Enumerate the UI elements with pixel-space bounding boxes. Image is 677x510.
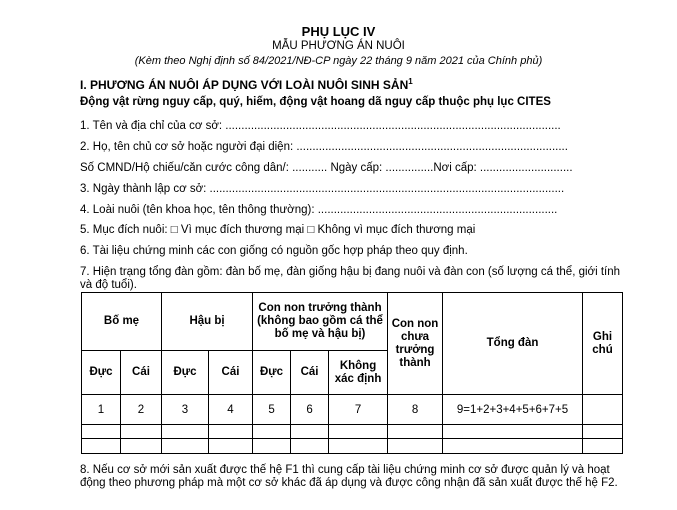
table-cell: [583, 395, 623, 425]
table-cell: [209, 439, 253, 454]
subheader-cai: Cái: [121, 351, 162, 395]
table-cell: [162, 439, 209, 454]
table-cell: 3: [162, 395, 209, 425]
item-id-document: Số CMND/Hộ chiếu/căn cước công dân/: ........... Ngày cấp: ...............Nơi cấp: .............................: [80, 162, 573, 174]
section-subheading: Động vật rừng nguy cấp, quý, hiếm, động vật hoang dã nguy cấp thuộc phụ lục CITES: [80, 96, 551, 108]
decree-note: (Kèm theo Nghị định số 84/2021/NĐ-CP ngày 22 tháng 9 năm 2021 của Chính phủ): [134, 55, 543, 67]
table-cell: [388, 425, 443, 439]
header-bo-me: Bố mẹ: [82, 293, 162, 351]
header-con-non-chua-truong-thanh: Con non chưa trưởng thành: [388, 293, 443, 395]
table-cell: [291, 439, 329, 454]
table-cell: [329, 439, 388, 454]
appendix-title: PHỤ LỤC IV: [301, 24, 376, 39]
table-cell: 7: [329, 395, 388, 425]
table-cell: 1: [82, 395, 121, 425]
table-cell: [209, 425, 253, 439]
herd-table: [81, 292, 623, 454]
table-cell: 2: [121, 395, 162, 425]
table-row: [82, 439, 623, 454]
header-con-non-truong-thanh: Con non trưởng thành (không bao gồm cá thể bố mẹ và hậu bị): [253, 293, 388, 351]
table-cell: [443, 425, 583, 439]
table-cell: [329, 425, 388, 439]
table-cell: [253, 439, 291, 454]
item-herd-status: 7. Hiện trạng tổng đàn gồm: đàn bố mẹ, đàn giống hậu bị đang nuôi và đàn con (số lượng cá thể, giới tính và độ tuổi).: [80, 266, 621, 291]
item-purpose: 5. Mục đích nuôi: □ Vì mục đích thương mại □ Không vì mục đích thương mại: [80, 224, 476, 236]
table-cell: [82, 425, 121, 439]
header-ghi-chu: Ghi chú: [583, 293, 623, 395]
header-hau-bi: Hậu bị: [162, 293, 253, 351]
item-species: 4. Loài nuôi (tên khoa học, tên thông thường): ...........................................................................: [80, 204, 558, 216]
subheader-cai: Cái: [291, 351, 329, 395]
table-row: [82, 425, 623, 439]
section-heading-text: I. PHƯƠNG ÁN NUÔI ÁP DỤNG VỚI LOÀI NUÔI SINH SẢN: [80, 78, 409, 92]
table-cell: [583, 425, 623, 439]
item-origin-documents: 6. Tài liệu chứng minh các con giống có nguồn gốc hợp pháp theo quy định.: [80, 245, 468, 257]
item-f1-generation: 8. Nếu cơ sở mới sản xuất được thế hệ F1 thì cung cấp tài liệu chứng minh cơ sở được quản lý và hoạt động theo phương pháp mà một cơ sở khác đã áp dụng và được công nhận đã sản xuất được thế hệ F2.: [80, 464, 618, 489]
table-cell: [162, 425, 209, 439]
subheader-duc: Đực: [162, 351, 209, 395]
table-cell: [82, 439, 121, 454]
table-cell: [121, 425, 162, 439]
item-owner-name: 2. Họ, tên chủ cơ sở hoặc người đại diện: .....................................................................................: [80, 141, 568, 153]
subheader-khong-xac-dinh: Không xác định: [329, 351, 388, 395]
table-row: [82, 395, 623, 425]
table-cell: [388, 439, 443, 454]
table-cell: 9=1+2+3+4+5+6+7+5: [443, 395, 583, 425]
table-cell: [121, 439, 162, 454]
table-cell: 8: [388, 395, 443, 425]
table-cell: 6: [291, 395, 329, 425]
table-cell: [253, 425, 291, 439]
table-cell: 4: [209, 395, 253, 425]
subheader-duc: Đực: [82, 351, 121, 395]
table-cell: [443, 439, 583, 454]
appendix-subtitle: MẪU PHƯƠNG ÁN NUÔI: [272, 40, 405, 52]
subheader-duc: Đực: [253, 351, 291, 395]
table-cell: [291, 425, 329, 439]
table-cell: [583, 439, 623, 454]
table-cell: 5: [253, 395, 291, 425]
item-facility-name: 1. Tên và địa chỉ của cơ sở: .........................................................................................................: [80, 120, 561, 132]
item-founding-date: 3. Ngày thành lập cơ sở: ...............................................................................................................: [80, 183, 565, 195]
footnote-mark: 1: [408, 77, 413, 86]
section-heading: [80, 77, 413, 92]
subheader-cai: Cái: [209, 351, 253, 395]
header-tong-dan: Tổng đàn: [443, 293, 583, 395]
